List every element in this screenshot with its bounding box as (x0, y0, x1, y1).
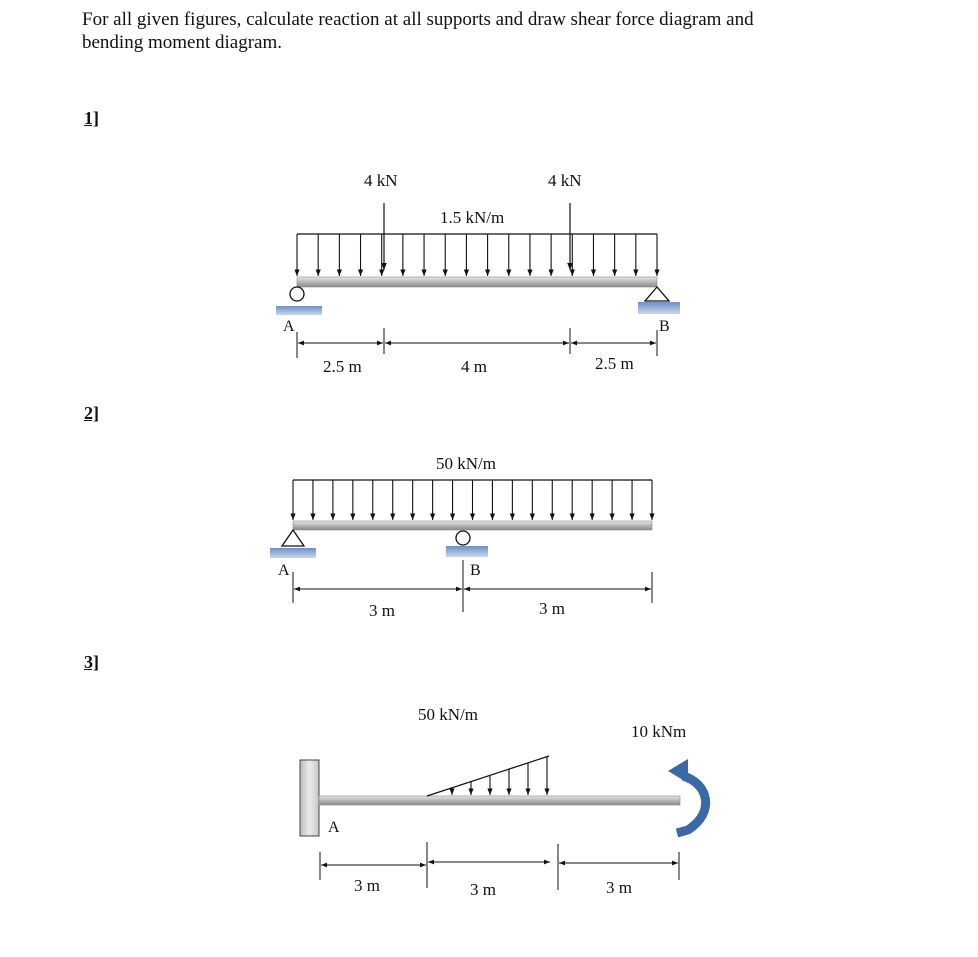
uvl-slope-line (427, 756, 549, 796)
dim-label-2: 4 m (461, 357, 487, 376)
dim-label-2: 3 m (470, 880, 496, 899)
udl-arrows (297, 234, 657, 276)
instruction-line-2: bending moment diagram. (82, 32, 282, 53)
support-b-label: B (470, 562, 481, 579)
moment-arrowhead-icon (668, 759, 688, 783)
fixed-wall (300, 760, 319, 836)
support-a-label: A (283, 318, 295, 335)
support-base-a (276, 306, 322, 315)
support-a-label: A (278, 562, 290, 579)
problem-3-label: 3] (84, 652, 99, 672)
point-load-right-label: 4 kN (548, 171, 582, 190)
support-b-label: B (659, 318, 670, 335)
problem-3-diagram (300, 705, 706, 899)
beam (297, 277, 657, 287)
support-a-label: A (328, 819, 340, 836)
beam (319, 796, 680, 805)
dim-label-2: 3 m (539, 599, 565, 618)
pin-support-a (282, 530, 304, 546)
moment-label: 10 kNm (631, 722, 687, 741)
udl-arrows (293, 480, 652, 520)
problem-2-label: 2] (84, 403, 99, 423)
pin-support-b (645, 287, 669, 301)
dim-label-3: 3 m (606, 878, 632, 897)
dim-label-1: 3 m (354, 876, 380, 895)
support-base-b (638, 302, 680, 314)
beam (293, 521, 652, 530)
problem-2-diagram (270, 454, 652, 620)
uvl-label: 50 kN/m (418, 705, 478, 724)
problem-1-label: 1] (84, 108, 99, 128)
uvl-arrows (452, 757, 547, 795)
support-base-a (270, 548, 316, 558)
moment-arrow-icon (677, 776, 706, 833)
roller-support-b (456, 531, 470, 545)
instruction-line-1: For all given figures, calculate reaction at all supports and draw shear force diagram and (82, 9, 754, 30)
problem-1-diagram (276, 171, 680, 376)
roller-support-a (290, 287, 304, 301)
udl-label: 1.5 kN/m (440, 208, 505, 227)
support-base-b (446, 546, 488, 557)
dim-label-3: 2.5 m (595, 354, 634, 373)
point-load-left-label: 4 kN (364, 171, 398, 190)
udl-label: 50 kN/m (436, 454, 496, 473)
dim-label-1: 3 m (369, 601, 395, 620)
dim-label-1: 2.5 m (323, 357, 362, 376)
